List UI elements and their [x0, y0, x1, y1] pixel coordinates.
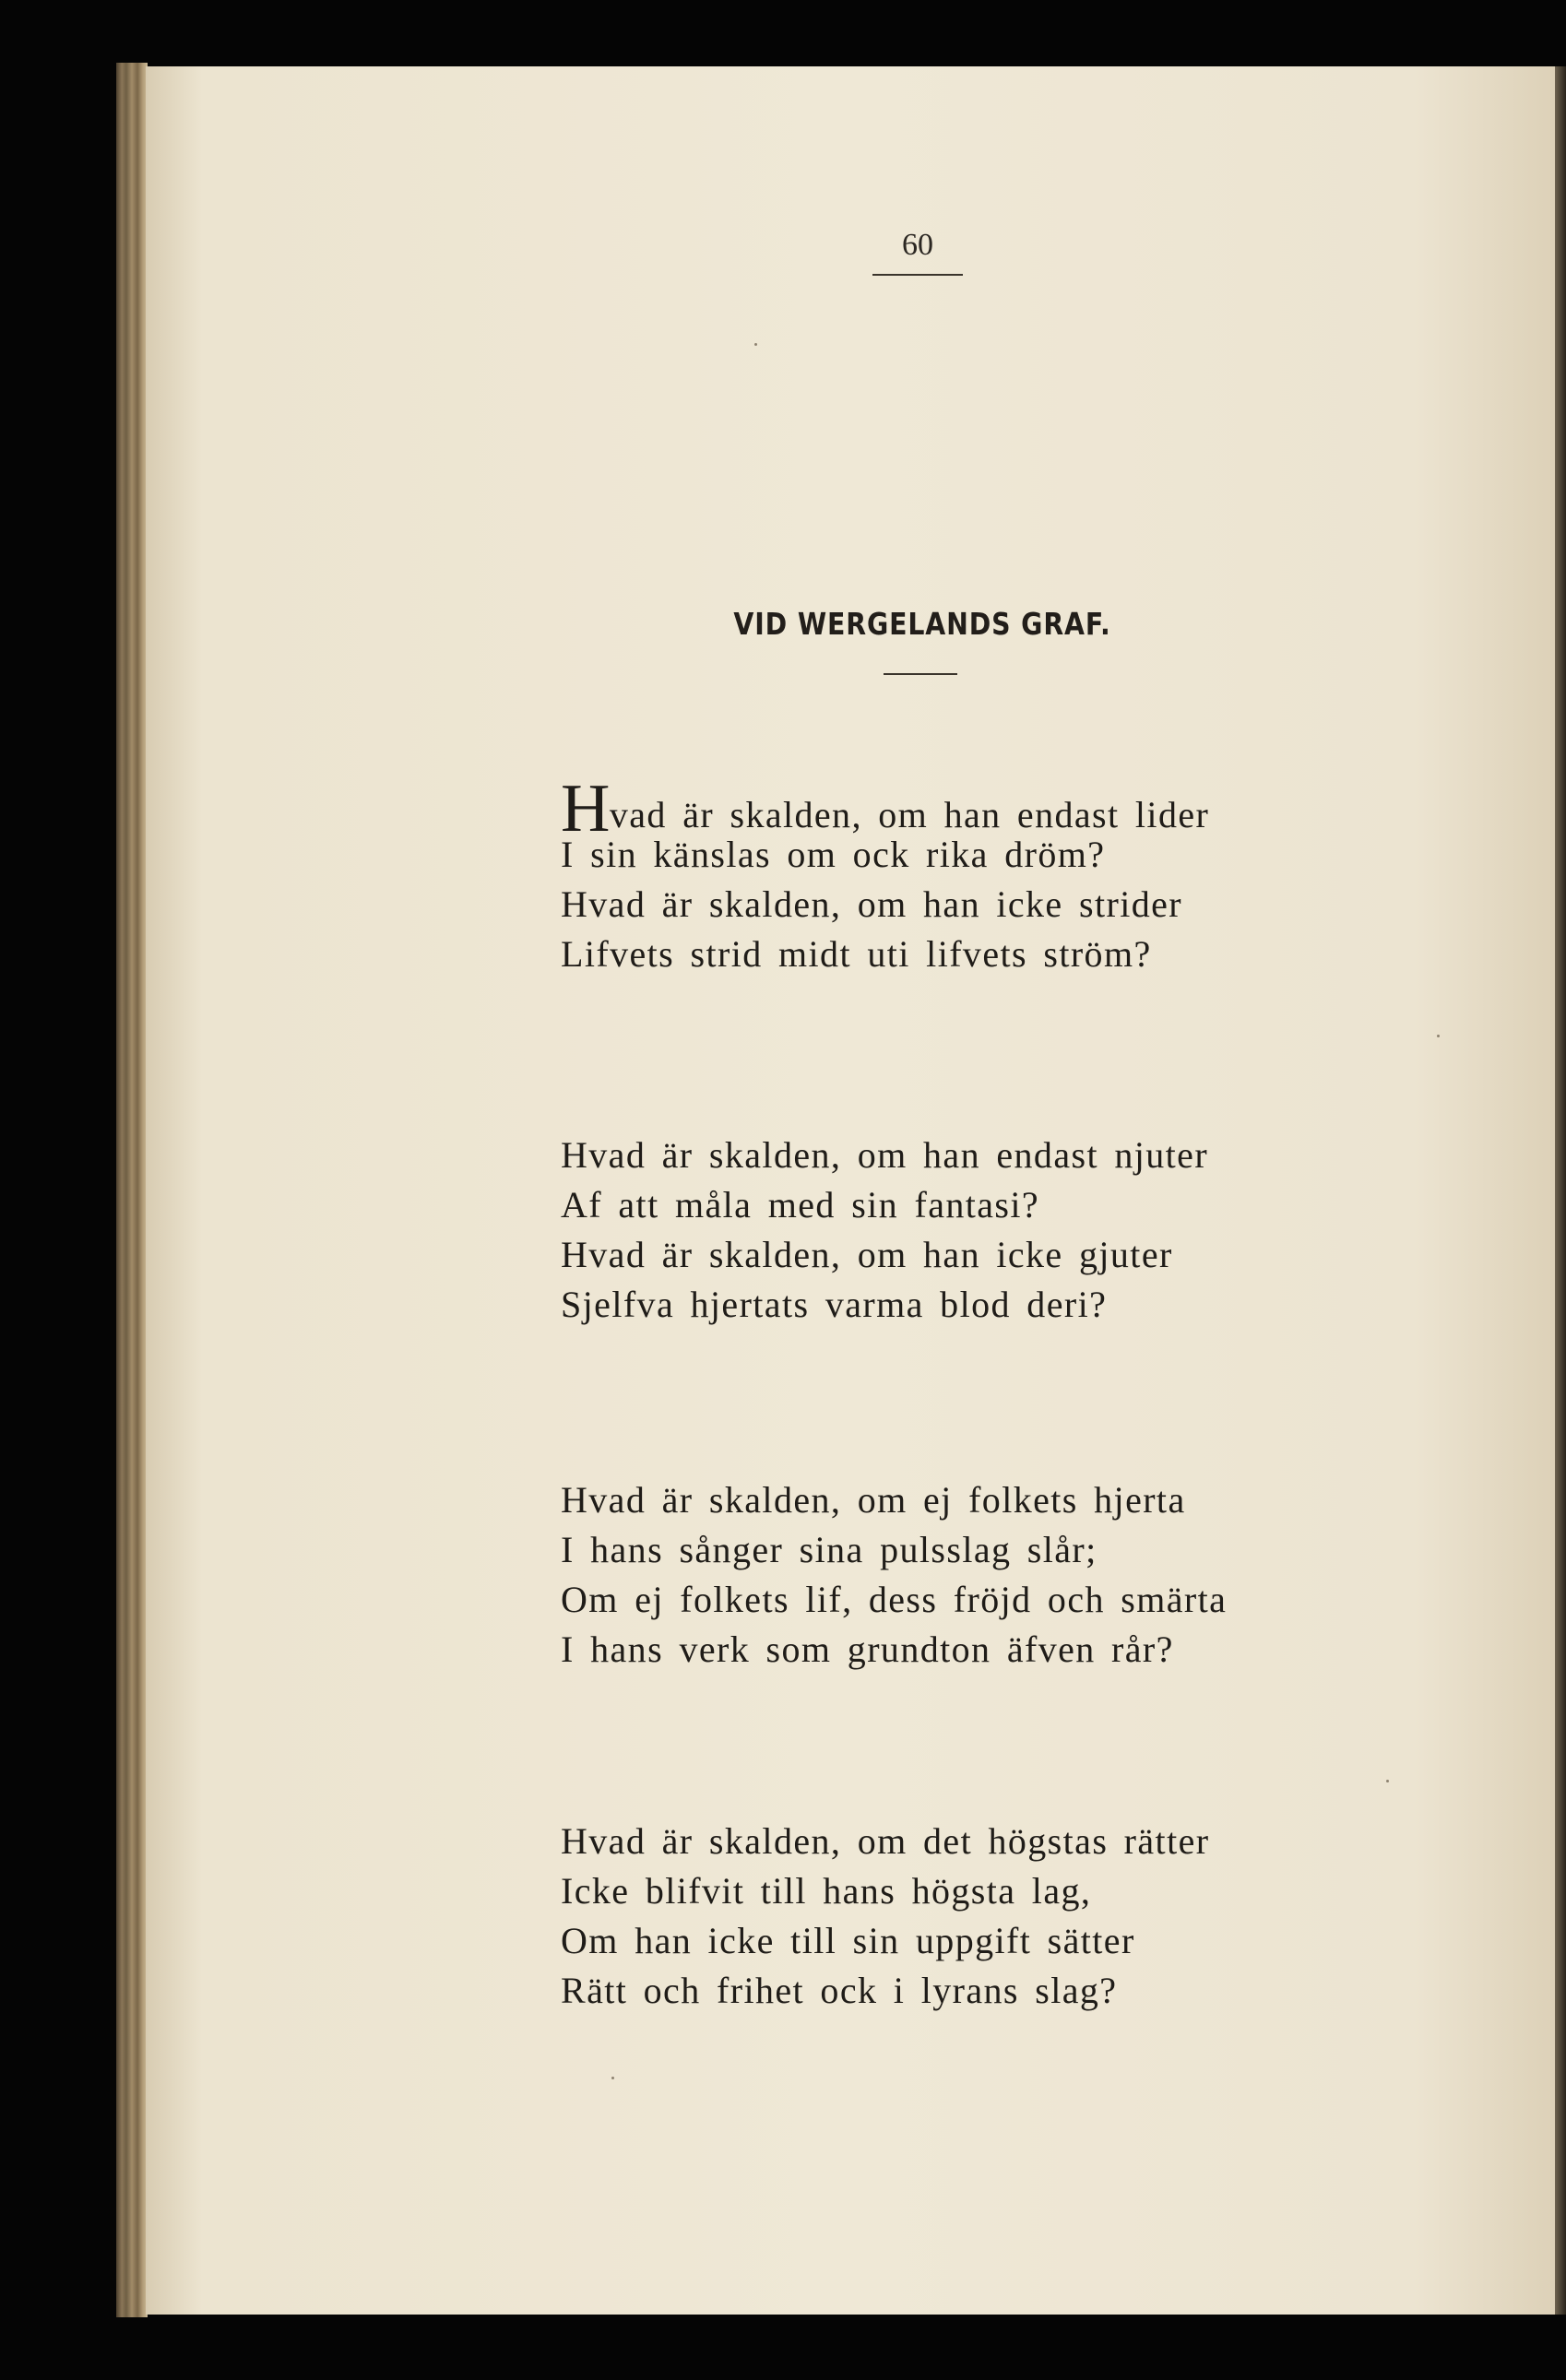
paper-speck: [1386, 1780, 1389, 1782]
drop-cap: H: [561, 771, 611, 847]
book-right-edge: [1555, 66, 1566, 2315]
poem-line: Lifvets strid midt uti lifvets ström?: [561, 933, 1152, 975]
page-number: 60: [902, 228, 933, 262]
poem-line: Hvad är skalden, om han icke strider: [561, 883, 1182, 925]
book-page-edges: [116, 63, 148, 2317]
poem-line: Om ej folkets lif, dess fröjd och smärta: [561, 1579, 1228, 1620]
poem-line: Hvad är skalden, om han icke gjuter: [561, 1234, 1173, 1275]
poem-line: I sin känslas om ock rika dröm?: [561, 834, 1106, 875]
stanza-1: [561, 771, 1354, 979]
paper-speck: [611, 2077, 614, 2079]
poem-line: I hans verk som grundton äfven rår?: [561, 1628, 1174, 1670]
poem-line-text: vad är skalden, om han endast lider: [609, 794, 1210, 835]
poem-line: Af att måla med sin fantasi?: [561, 1184, 1040, 1226]
poem-line: Hvad är skalden, om det högstas rätter: [561, 1820, 1210, 1862]
poem-title: VID WERGELANDS GRAF.: [733, 606, 1111, 642]
page-number-rule: [872, 274, 963, 276]
title-rule: [884, 673, 957, 675]
poem-line: Hvad är skalden, om ej folkets hjerta: [561, 1479, 1186, 1521]
poem-line: Rätt och frihet ock i lyrans slag?: [561, 1970, 1118, 2011]
poem-line: Icke blifvit till hans högsta lag,: [561, 1870, 1092, 1912]
paper-speck: [754, 343, 757, 346]
poem-line: I hans sånger sina pulsslag slår;: [561, 1529, 1097, 1570]
stanza-3: [561, 1475, 1354, 1675]
poem-line: Om han icke till sin uppgift sätter: [561, 1920, 1135, 1961]
poem-line: [561, 771, 1354, 847]
poem-line: Hvad är skalden, om han endast njuter: [561, 1134, 1209, 1176]
stanza-2: [561, 1131, 1354, 1330]
poem-line: Sjelfva hjertats varma blod deri?: [561, 1284, 1108, 1325]
stanza-4: [561, 1817, 1354, 2016]
paper-speck: [1437, 1035, 1440, 1037]
